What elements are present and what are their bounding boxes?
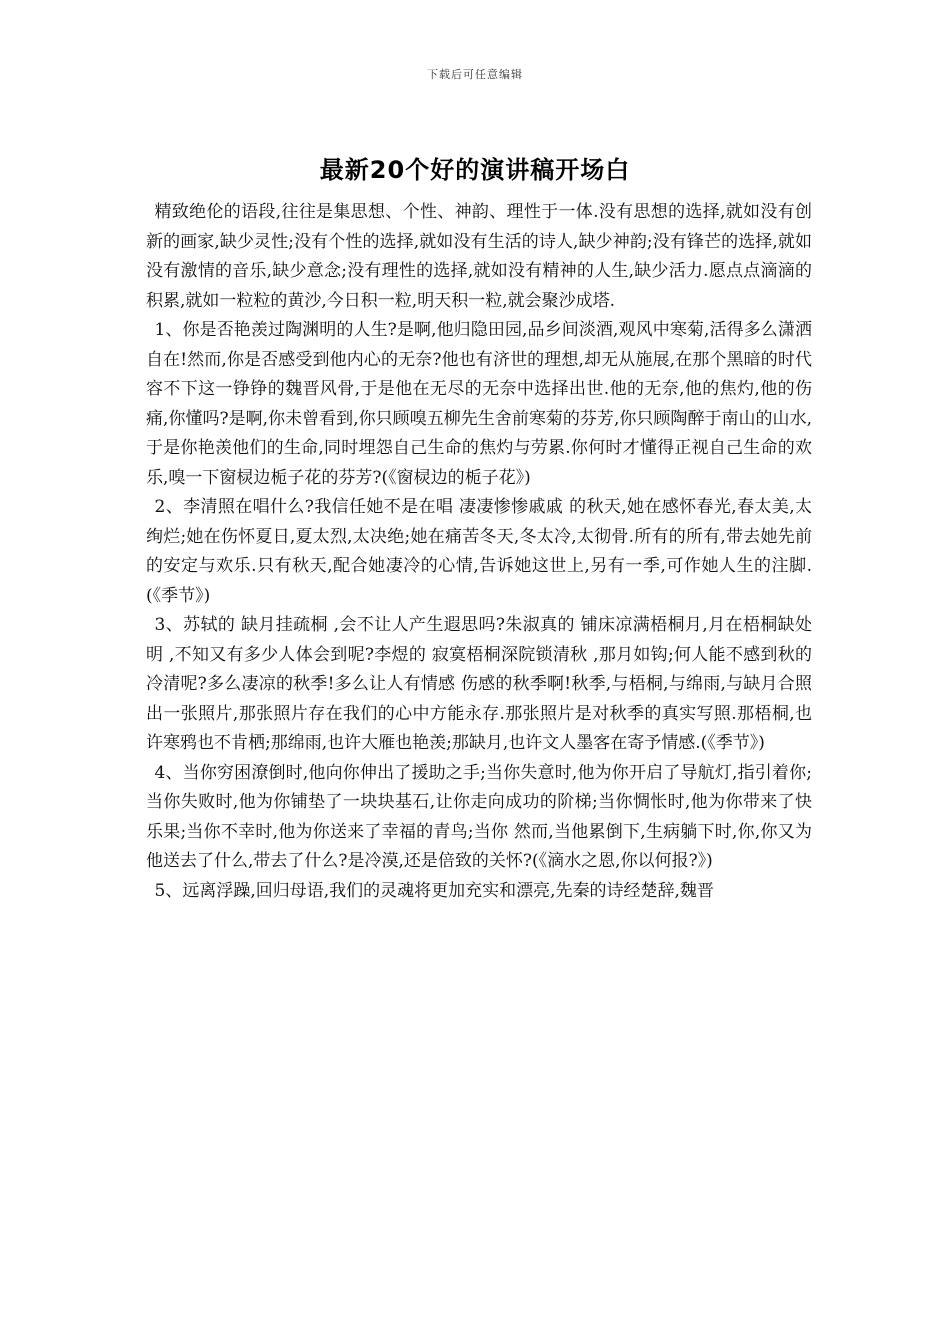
paragraph-3: 3、苏轼的 缺月挂疏桐 ,会不让人产生遐思吗?朱淑真的 铺床凉满梧桐月,月在梧桐缺处明 ,不知又有多少人体会到呢?李煜的 寂寞梧桐深院锁清秋 ,那月如钩;何人能不感到秋的冷清呢?多么凄凉的秋季!多么让人有情感 伤感的秋季啊!秋季,与梧桐,与绵雨,与缺月合照出一张照片,那张照片存在我们的心中方能永存.那张照片是对秋季的真实写照.那梧桐,也许寒鸦也不肯栖;那绵雨,也许大雁也艳羡;那缺月,也许文人墨客在寄予情感.(《季节》) [146, 615, 812, 753]
paragraph-4: 4、当你穷困潦倒时,他向你伸出了援助之手;当你失意时,他为你开启了导航灯,指引着你;当你失败时,他为你铺垫了一块块基石,让你走向成功的阶梯;当你惆怅时,他为你带来了快乐果;当你不幸时,他为你送来了幸福的青鸟;当你 然而,当他累倒下,生病躺下时,你,你又为他送去了什么,带去了什么?是冷漠,还是倍致的关怀?(《滴水之恩,你以何报?》) [146, 762, 812, 871]
paragraph-1: 1、你是否艳羡过陶渊明的人生?是啊,他归隐田园,品乡间淡酒,观风中寒菊,活得多么潇洒自在!然而,你是否感受到他内心的无奈?他也有济世的理想,却无从施展,在那个黑暗的时代容不下这一铮铮的魏晋风骨,于是他在无尽的无奈中选择出世.他的无奈,他的焦灼,他的伤痛,你懂吗?是啊,你未曾看到,你只顾嗅五柳先生舍前寒菊的芬芳,你只顾陶醉于南山的山水,于是你艳羡他们的生命,同时埋怨自己生命的焦灼与劳累.你何时才懂得正视自己生命的欢乐,嗅一下窗棂边栀子花的芬芳?(《窗棂边的栀子花》) [146, 320, 812, 488]
header-note: 下载后可任意编辑 [427, 68, 523, 81]
paragraph-5: 5、远离浮躁,回归母语,我们的灵魂将更加充实和漂亮,先秦的诗经楚辞,魏晋 [154, 880, 714, 901]
document-body [146, 198, 812, 906]
page-title: 最新20个好的演讲稿开场白 [319, 156, 631, 184]
paragraph-2: 2、李清照在唱什么?我信任她不是在唱 凄凄惨惨戚戚 的秋天,她在感怀春光,春太美,太绚烂;她在伤怀夏日,夏太烈,太决绝;她在痛苦冬天,冬太冷,太彻骨.所有的所有,带去她先前的安定与欢乐.只有秋天,配合她凄冷的心情,告诉她这世上,另有一季,可作她人生的注脚.(《季节》) [146, 497, 812, 606]
paragraph-intro: 精致绝伦的语段,往往是集思想、个性、神韵、理性于一体.没有思想的选择,就如没有创新的画家,缺少灵性;没有个性的选择,就如没有生活的诗人,缺少神韵;没有锋芒的选择,就如没有激情的音乐,缺少意念;没有理性的选择,就如没有精神的人生,缺少活力.愿点点滴滴的积累,就如一粒粒的黄沙,今日积一粒,明天积一粒,就会聚沙成塔. [146, 202, 812, 311]
